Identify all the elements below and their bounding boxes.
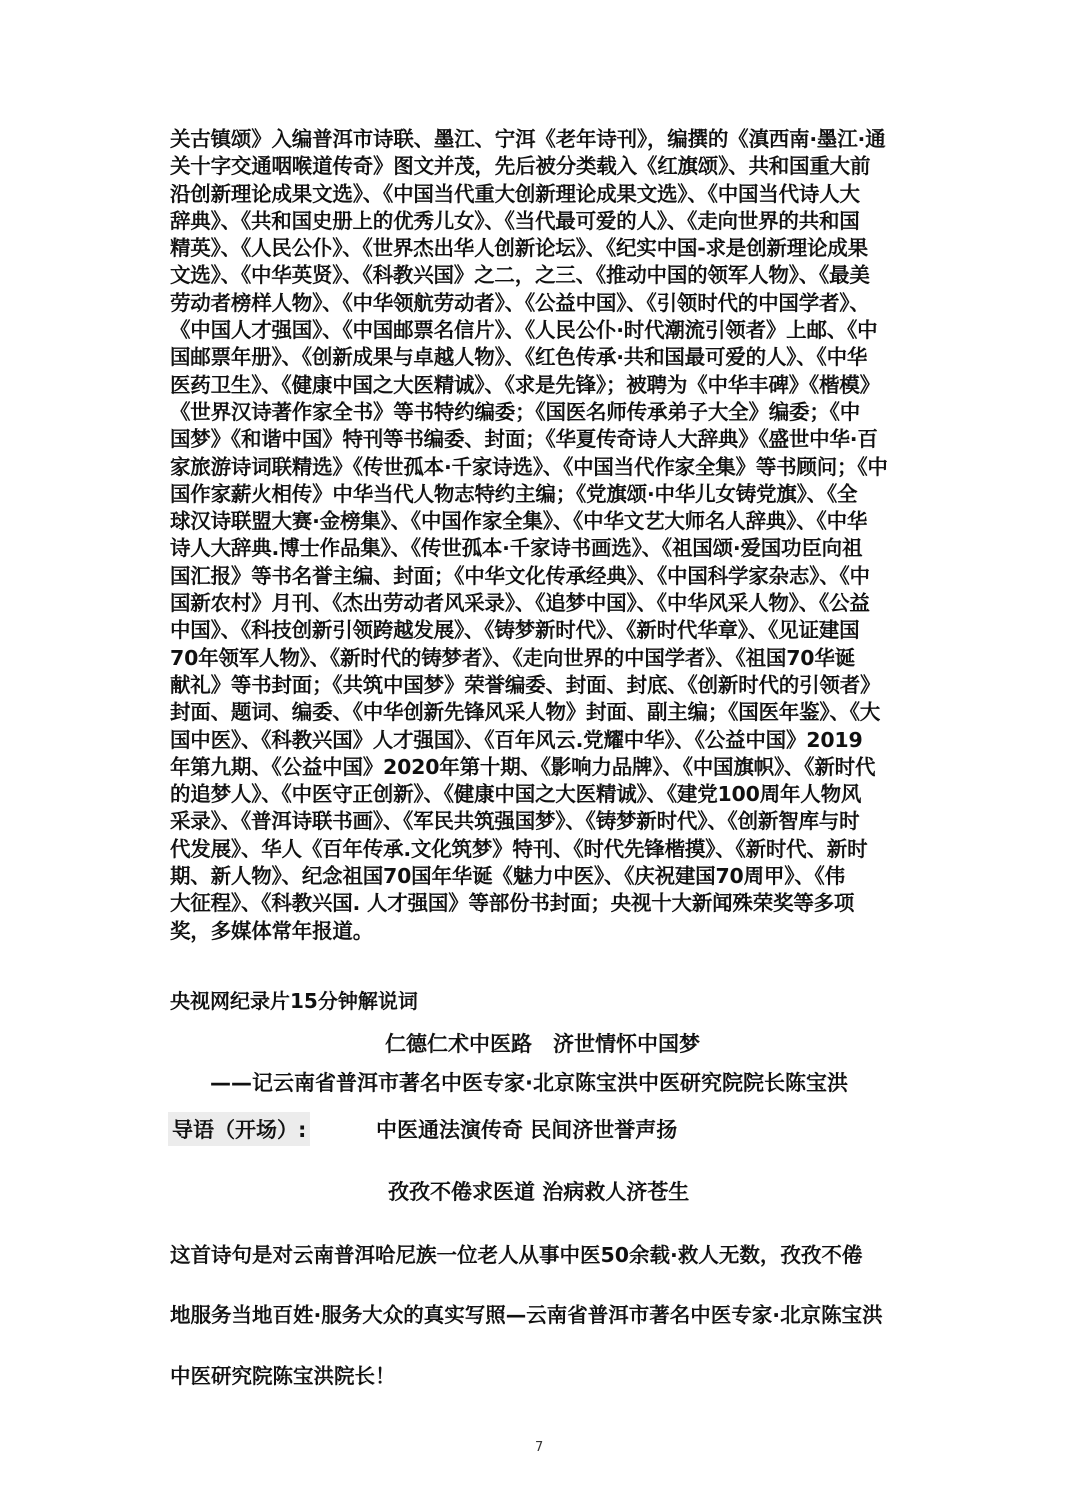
page-title: 仁德仁术中医路 济世情怀中国梦 [385,1032,700,1056]
paragraph-line: 期、新人物》、纪念祖国70国年华诞《魅力中医》、《庆祝建国70周甲》、《伟 [170,864,845,889]
verse-line-2: 孜孜不倦求医道 治病救人济苍生 [388,1180,690,1204]
paragraph-line: 关古镇颂》入编普洱市诗联、墨江、宁洱《老年诗刊》，编撰的《滇西南·墨江·通 [170,127,886,151]
page-number: 7 [535,1440,544,1455]
paragraph-line: 国邮票年册》、《创新成果与卓越人物》、《红色传承·共和国最可爱的人》、《中华 [170,345,868,370]
body-line-3: 中医研究院陈宝洪院长！ [170,1364,396,1388]
paragraph-line: 辞典》、《共和国史册上的优秀儿女》、《当代最可爱的人》、《走向世界的共和国 [170,208,860,233]
paragraph-line: 国汇报》等书名誉主编、封面；《中华文化传承经典》、《中国科学家杂志》、《中 [170,563,870,588]
paragraph-line: 的追梦人》、《中医守正创新》、《健康中国之大医精诚》、《建党100周年人物风 [170,782,862,807]
paragraph-line: 诗人大辞典.博士作品集》、《传世孤本·千家诗书画选》、《祖国颂·爱国功臣向祖 [170,536,863,561]
paragraph-line: 国新农村》月刊、《杰出劳动者风采录》、《追梦中国》、《中华风采人物》、《公益 [170,591,870,616]
paragraph-line: 奖，多媒体常年报道。 [170,918,373,943]
biography-paragraph [170,126,915,945]
paragraph-line: 文选》、《中华英贤》、《科教兴国》之二，之三、《推动中国的领军人物》、《最美 [170,263,870,288]
paragraph-line: 采录》、《普洱诗联书画》、《军民共筑强国梦》、《铸梦新时代》、《创新智库与时 [170,809,860,834]
paragraph-line: 家旅游诗词联精选》《传世孤本·千家诗选》、《中国当代作家全集》等书顾问；《中 [170,454,888,479]
section-label: 央视网纪录片15分钟解说词 [170,989,418,1013]
paragraph-line: 《中国人才强国》、《中国邮票名信片》、《人民公仆·时代潮流引领者》上邮、《中 [170,318,878,343]
paragraph-line: 国中医》、《科教兴国》人才强国》、《百年风云.党耀中华》、《公益中国》2019 [170,727,863,752]
paragraph-line: 沿创新理论成果文选》、《中国当代重大创新理论成果文选》、《中国当代诗人大 [170,181,860,206]
paragraph-line: 大征程》、《科教兴国. 人才强国》等部份书封面；央视十大新闻殊荣奖等多项 [170,891,855,916]
paragraph-line: 《世界汉诗著作家全书》等书特约编委；《国医名师传承弟子大全》编委；《中 [170,399,860,424]
paragraph-line: 关十字交通咽喉道传奇》图文并茂，先后被分类载入《红旗颂》、共和国重大前 [170,154,871,179]
intro-label: 导语（开场）: [168,1112,310,1146]
paragraph-line: 医药卫生》、《健康中国之大医精诚》、《求是先锋》；被聘为《中华丰碑》《楷模》 [170,372,880,397]
paragraph-line: 70年领军人物》、《新时代的铸梦者》、《走向世界的中国学者》、《祖国70华诞 [170,645,855,670]
paragraph-line: 中国》、《科技创新引领跨越发展》、《铸梦新时代》、《新时代华章》、《见证建国 [170,618,860,643]
paragraph-line: 国作家薪火相传》中华当代人物志特约主编；《党旗颂·中华儿女铸党旗》、《全 [170,481,858,506]
paragraph-line: 劳动者榜样人物》、《中华领航劳动者》、《公益中国》、《引领时代的中国学者》、 [170,290,870,315]
page-subtitle: ——记云南省普洱市著名中医专家·北京陈宝洪中医研究院院长陈宝洪 [210,1071,848,1095]
verse-line-1: 中医通法演传奇 民间济世誉声扬 [376,1118,678,1142]
body-line-1: 这首诗句是对云南普洱哈尼族一位老人从事中医50余载·救人无数，孜孜不倦 [170,1243,863,1267]
paragraph-line: 国梦》《和谐中国》特刊等书编委、封面；《华夏传奇诗人大辞典》《盛世中华·百 [170,427,878,452]
paragraph-line: 代发展》、华人《百年传承.文化筑梦》特刊、《时代先锋楷摸》、《新时代、新时 [170,836,868,861]
body-line-2: 地服务当地百姓·服务大众的真实写照—云南省普洱市著名中医专家·北京陈宝洪 [170,1303,883,1327]
paragraph-line: 封面、题词、编委、《中华创新先锋风采人物》封面、副主编；《国医年鉴》、《大 [170,700,881,725]
paragraph-line: 精英》、《人民公仆》、《世界杰出华人创新论坛》、《纪实中国-求是创新理论成果 [170,236,868,261]
paragraph-line: 球汉诗联盟大赛·金榜集》、《中国作家全集》、《中华文艺大师名人辞典》、《中华 [170,509,868,534]
paragraph-line: 献礼》等书封面；《共筑中国梦》荣誉编委、封面、封底、《创新时代的引领者》 [170,672,881,697]
paragraph-line: 年第九期、《公益中国》2020年第十期、《影响力品牌》、《中国旗帜》、《新时代 [170,754,876,779]
